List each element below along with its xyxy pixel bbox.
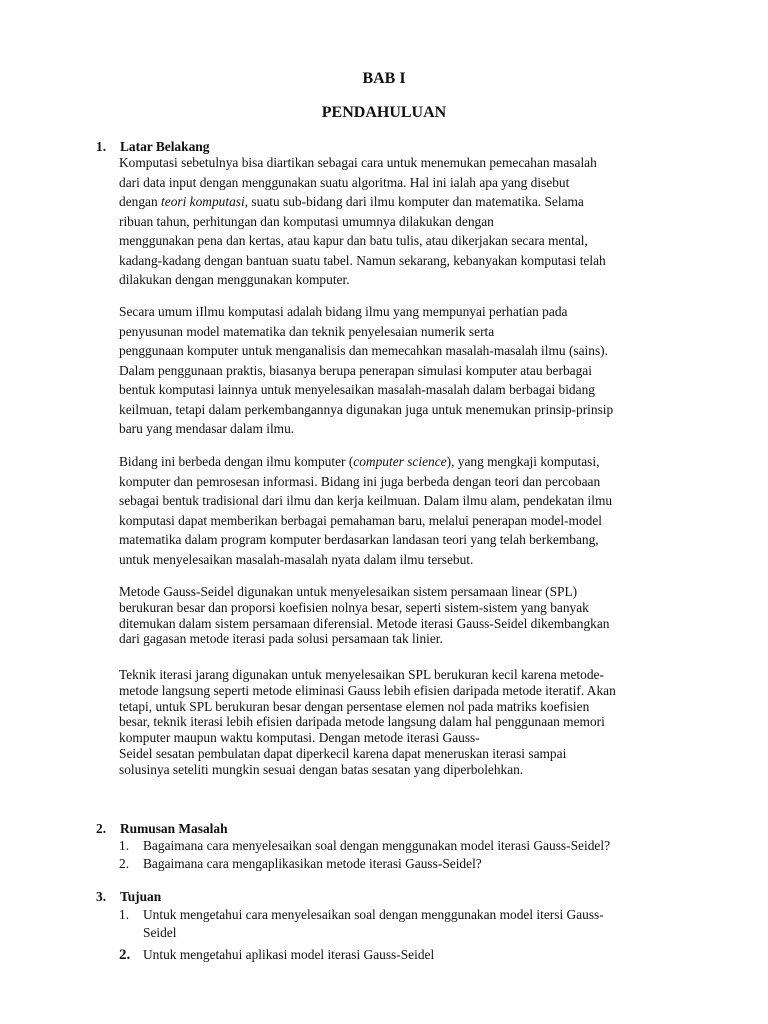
text-line: kadang-kadang dengan bantuan suatu tabel. Namun sekarang, kebanyakan komputasi telah — [119, 252, 606, 268]
section-number: 1. — [96, 139, 107, 154]
text-line: menggunakan pena dan kertas, atau kapur dan batu tulis, atau dikerjakan secara mental, — [119, 233, 588, 248]
text-line: baru yang mendasar dalam ilmu. — [119, 421, 295, 436]
text-line: Seidel sesatan pembulatan dapat diperkecil karena dapat meneruskan iterasi sampai — [119, 745, 567, 761]
section-title: Tujuan — [120, 889, 162, 904]
text-line — [119, 192, 699, 212]
italic-term: teori komputasi — [161, 194, 245, 209]
chapter-title: PENDAHULUAN — [321, 104, 447, 121]
text-run: Bidang ini berbeda dengan ilmu komputer ( — [119, 454, 354, 469]
list-text: Bagaimana cara menyelesaikan soal dengan menggunakan model iterasi Gauss-Seidel? — [143, 838, 611, 853]
paragraph-latar-belakang-1 — [119, 153, 699, 290]
tujuan-list — [119, 906, 719, 964]
list-number: 2. — [119, 947, 131, 963]
text-line: keilmuan, tetapi dalam perkembangannya digunakan juga untuk menemukan prinsip-prinsip — [119, 401, 614, 417]
chapter-number: BAB I — [362, 70, 406, 87]
text-run: dengan — [119, 194, 162, 209]
text-line: metode langsung seperti metode eliminasi Gauss lebih efisien daripada metode iteratif. Akan — [119, 682, 616, 698]
paragraph-latar-belakang-5 — [119, 667, 699, 778]
text-line: untuk menyelesaikan masalah-masalah nyata dalam ilmu tersebut. — [119, 551, 474, 567]
list-item — [119, 906, 719, 942]
section-number: 2. — [96, 821, 107, 836]
italic-term: computer science — [353, 454, 447, 469]
section-number: 3. — [96, 889, 107, 904]
text-line: sebagai bentuk tradisional dari ilmu dan kerja keilmuan. Dalam ilmu alam, pendekatan ilmu — [119, 493, 613, 508]
section-title: Rumusan Masalah — [120, 821, 228, 836]
paragraph-latar-belakang-3 — [119, 452, 699, 569]
list-item — [119, 837, 719, 855]
text-run: , suatu sub-bidang dari ilmu komputer dan matematika. Selama — [244, 194, 584, 209]
text-line: penggunaan komputer untuk menganalisis dan memecahkan masalah-masalah ilmu (sains). — [119, 343, 608, 358]
text-line: komputer dan pemrosesan informasi. Bidang ini juga berbeda dengan teori dan percobaan — [119, 473, 601, 489]
text-line — [119, 452, 699, 472]
text-line: matematika dalam program komputer berdasarkan landasan teori yang telah berkembang, — [119, 532, 599, 547]
text-line: ribuan tahun, perhitungan dan komputasi umumnya dilakukan dengan — [119, 213, 494, 229]
paragraph-latar-belakang-2 — [119, 302, 699, 439]
list-text-continuation: Seidel — [143, 925, 177, 940]
text-line: penyusunan model matematika dan teknik penyelesaian numerik serta — [119, 323, 495, 339]
text-line: solusinya seteliti mungkin sesuai dengan batas sesatan yang diperbolehkan. — [119, 761, 524, 777]
text-line: berukuran besar dan proporsi koefisien nolnya besar, seperti sistem-sistem yang banyak — [119, 599, 589, 615]
text-line: dilakukan dengan menggunakan komputer. — [119, 272, 350, 287]
text-line: dari gagasan metode iterasi pada solusi persamaan tak linier. — [119, 631, 443, 647]
paragraph-latar-belakang-4 — [119, 584, 699, 647]
text-line: Komputasi sebetulnya bisa diartikan sebagai cara untuk menemukan pemecahan masalah — [119, 155, 597, 170]
text-line: komputasi dapat memberikan berbagai pemahaman baru, melalui penerapan model-model — [119, 512, 602, 528]
text-line: Dalam penggunaan praktis, biasanya berupa penerapan simulasi komputer atau berbagai — [119, 362, 592, 378]
text-line: tetapi, untuk SPL berukuran besar dengan persentase elemen nol pada matriks koefisien — [119, 698, 590, 714]
list-item — [119, 946, 719, 964]
list-number: 1. — [119, 838, 130, 853]
text-line: besar, teknik iterasi lebih efisien daripada metode langsung dalam hal penggunaan memori — [119, 714, 605, 730]
section-heading-rumusan-masalah — [96, 821, 228, 837]
text-line: Metode Gauss-Seidel digunakan untuk menyelesaikan sistem persamaan linear (SPL) — [119, 584, 578, 599]
text-line: komputer maupun waktu komputasi. Dengan metode iterasi Gauss- — [119, 730, 480, 746]
text-line: ditemukan dalam sistem persamaan diferensial. Metode iterasi Gauss-Seidel dikembangkan — [119, 615, 610, 631]
rumusan-masalah-list — [119, 837, 719, 873]
text-line: Teknik iterasi jarang digunakan untuk menyelesaikan SPL berukuran kecil karena metode- — [119, 667, 604, 682]
list-text: Untuk mengetahui cara menyelesaikan soal dengan menggunakan model itersi Gauss- — [143, 907, 604, 922]
list-text: Untuk mengetahui aplikasi model iterasi Gauss-Seidel — [143, 947, 435, 962]
text-line: dari data input dengan menggunakan suatu algoritma. Hal ini ialah apa yang disebut — [119, 174, 570, 190]
list-number: 2. — [119, 856, 130, 871]
list-text: Bagaimana cara mengaplikasikan metode iterasi Gauss-Seidel? — [143, 856, 482, 871]
list-number: 1. — [119, 907, 130, 922]
text-run: ), yang mengkaji komputasi, — [446, 454, 600, 469]
section-title: Latar Belakang — [120, 139, 210, 154]
list-item — [119, 855, 719, 873]
text-line: Secara umum iIlmu komputasi adalah bidang ilmu yang mempunyai perhatian pada — [119, 304, 568, 319]
section-heading-tujuan — [96, 889, 161, 905]
text-line: bentuk komputasi lainnya untuk menyelesaikan masalah-masalah dalam berbagai bidang — [119, 382, 595, 397]
